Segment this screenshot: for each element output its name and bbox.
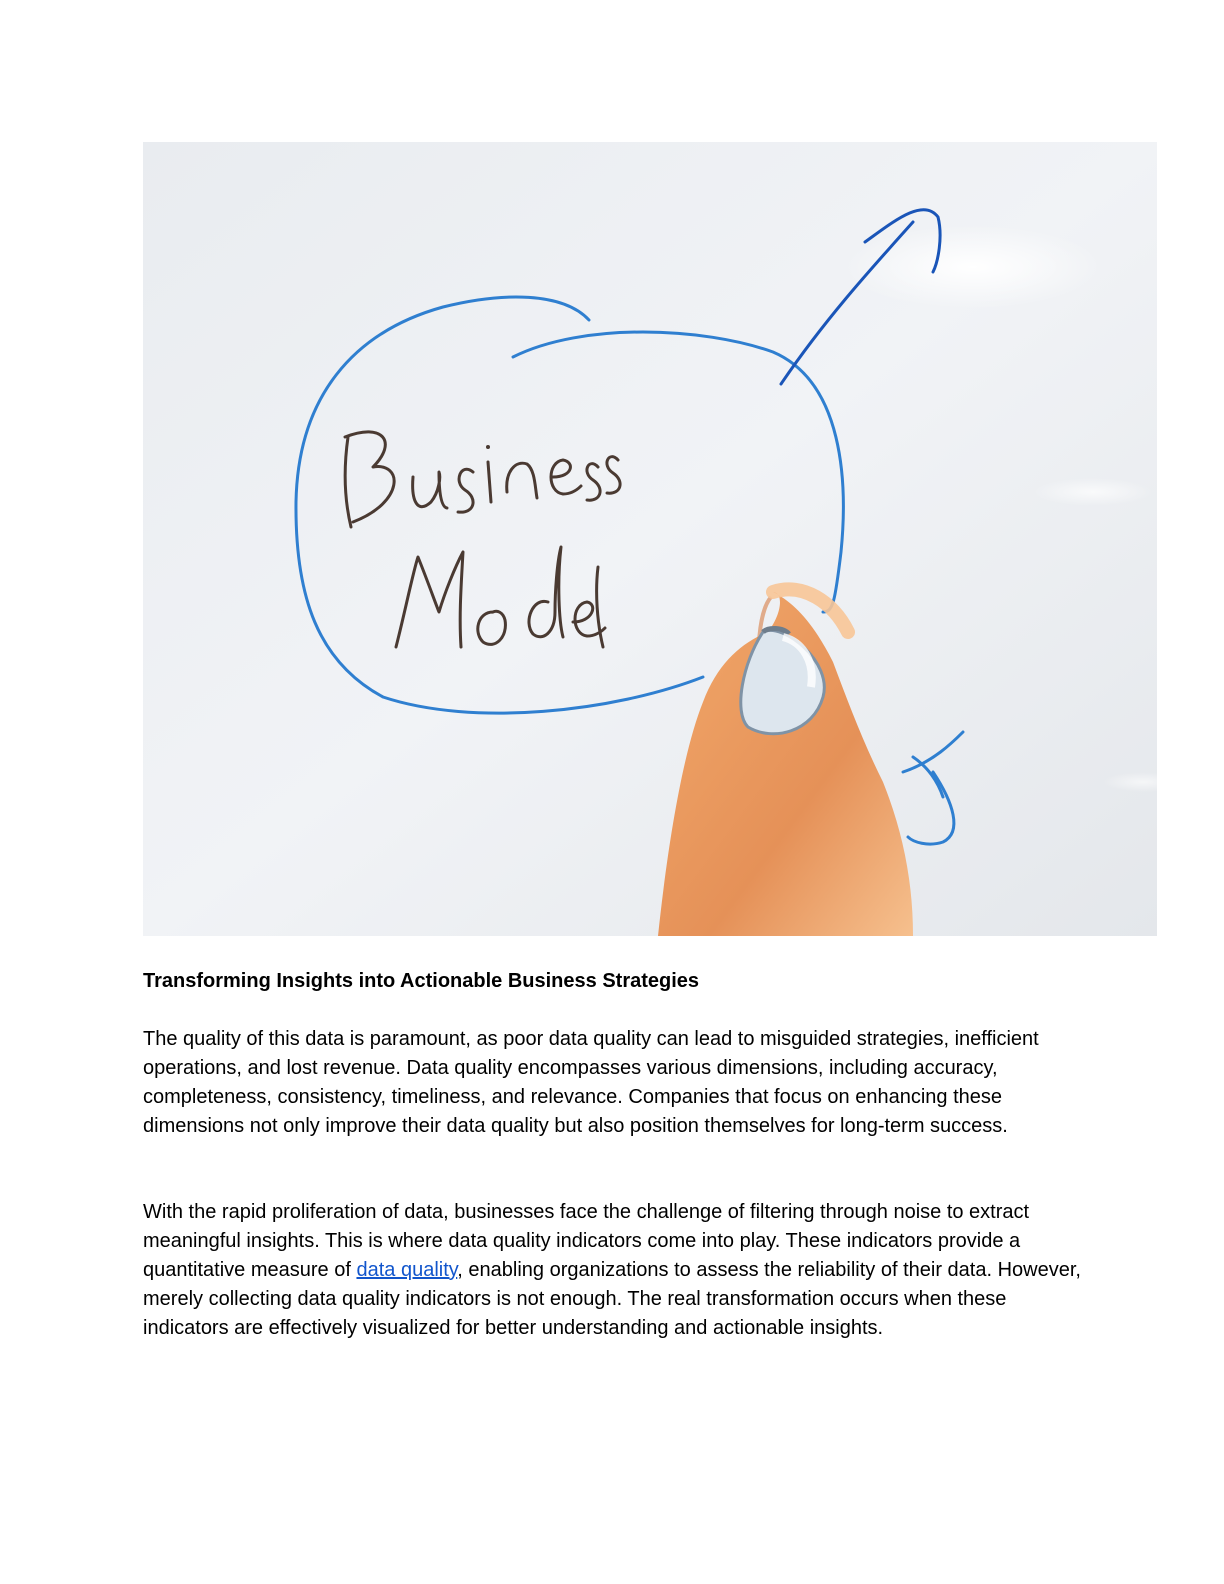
data-quality-link[interactable]: data quality — [356, 1259, 458, 1281]
paragraph-2-text-end: , enabling organizations to assess the reliability of their data. However, merely collecting data quality indicators is not enough. The real transformation occurs when these indicators are effectively visualized for better understanding and actionable insights. — [143, 1259, 1081, 1339]
article-heading: Transforming Insights into Actionable Business Strategies — [143, 970, 700, 992]
whiteboard-business-model-photo — [143, 142, 1157, 936]
article-paragraph-1: The quality of this data is paramount, as poor data quality can lead to misguided strategies, inefficient operations, and lost revenue. Data quality encompasses various dimensions, including accuracy, completeness, consistency, timeliness, and relevance. Companies that focus on enhancing these dimensions not only improve their data quality but also position themselves for long-term success. — [143, 1028, 1039, 1137]
article-paragraph-2 — [143, 1198, 1083, 1343]
paragraph-2-text-start: With the rapid proliferation of data, businesses face the challenge of filtering through noise to extract meaningful insights. This is where data quality indicators come into play. These indicators provide a quantitative measure of — [143, 1201, 1030, 1281]
